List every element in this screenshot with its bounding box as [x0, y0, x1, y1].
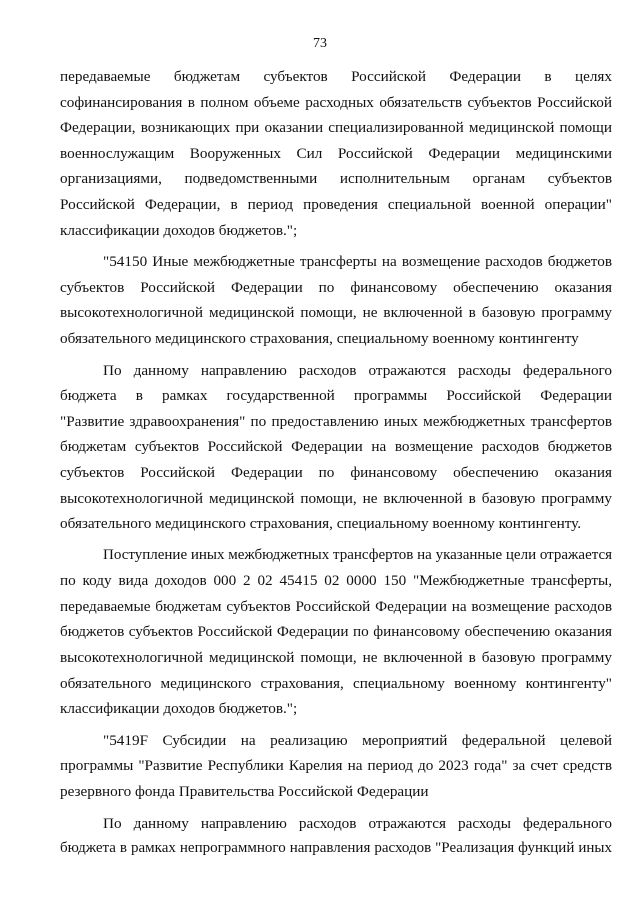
- paragraph: [60, 249, 612, 351]
- text-line: обязательного медицинского страхования, специальному военному контингенту.: [60, 515, 581, 533]
- text-line: Поступление иных межбюджетных трансфертов на указанные цели отражается: [103, 546, 613, 563]
- text-line: высокотехнологичной медицинской помощи, не включенной в базовую программу: [60, 489, 612, 507]
- text-block: [60, 64, 612, 862]
- text-line: бюджета в рамках непрограммного направления расходов "Реализация функций иных: [60, 840, 612, 857]
- text-line: Федерации, возникающих при оказании специализированной медицинской помощи: [60, 119, 612, 137]
- text-line: обязательного медицинского страхования, специальному военному контингенту: [60, 329, 579, 347]
- text-line: "Развитие здравоохранения" по предоставлению иных межбюджетных трансфертов: [60, 412, 612, 430]
- text-line: По данному направлению расходов отражаются расходы федерального: [103, 814, 612, 832]
- text-line: военнослужащим Вооруженных Сил Российской Федерации медицинскими: [60, 144, 612, 162]
- text-line: по коду вида доходов 000 2 02 45415 02 0000 150 "Межбюджетные трансферты,: [60, 572, 612, 590]
- text-line: софинансирования в полном объеме расходных обязательств субъектов Российской: [60, 93, 612, 111]
- text-line: обязательного медицинского страхования, специальному военному контингенту": [60, 674, 612, 692]
- text-line: организациями, подведомственными исполнительным органам субъектов: [60, 170, 612, 188]
- text-line: передаваемые бюджетам субъектов Российской Федерации в целях: [60, 68, 612, 85]
- text-line: Российской Федерации, в период проведения специальной военной операции": [60, 195, 612, 213]
- text-line: По данному направлению расходов отражаются расходы федерального: [103, 361, 612, 379]
- text-line: "5419F Субсидии на реализацию мероприятий федеральной целевой: [103, 731, 612, 749]
- text-line: классификации доходов бюджетов.";: [60, 221, 298, 239]
- text-line: субъектов Российской Федерации по финансовому обеспечению оказания: [60, 463, 612, 481]
- text-line: классификации доходов бюджетов.";: [60, 700, 298, 718]
- paragraph: [60, 358, 612, 537]
- text-line: "54150 Иные межбюджетные трансферты на возмещение расходов бюджетов: [103, 253, 612, 271]
- paragraph: [60, 811, 612, 862]
- text-line: передаваемые бюджетам субъектов Российской Федерации на возмещение расходов: [60, 597, 612, 615]
- text-line: бюджетам субъектов Российской Федерации на возмещение расходов бюджетов: [60, 438, 612, 456]
- text-line: высокотехнологичной медицинской помощи, не включенной в базовую программу: [60, 649, 612, 667]
- paragraph: [60, 728, 612, 805]
- paragraph: [60, 543, 612, 722]
- text-line: бюджетов субъектов Российской Федерации по финансовому обеспечению оказания: [60, 623, 612, 641]
- text-line: высокотехнологичной медицинской помощи, не включенной в базовую программу: [60, 304, 612, 322]
- text-line: резервного фонда Правительства Российской Федерации: [60, 783, 429, 801]
- text-line: бюджета в рамках государственной программы Российской Федерации: [60, 387, 612, 405]
- text-line: программы "Развитие Республики Карелия на период до 2023 года" за счет средств: [60, 757, 612, 775]
- paragraph: [60, 64, 612, 243]
- text-line: субъектов Российской Федерации по финансовому обеспечению оказания: [60, 278, 612, 296]
- page-number: 73: [313, 36, 327, 51]
